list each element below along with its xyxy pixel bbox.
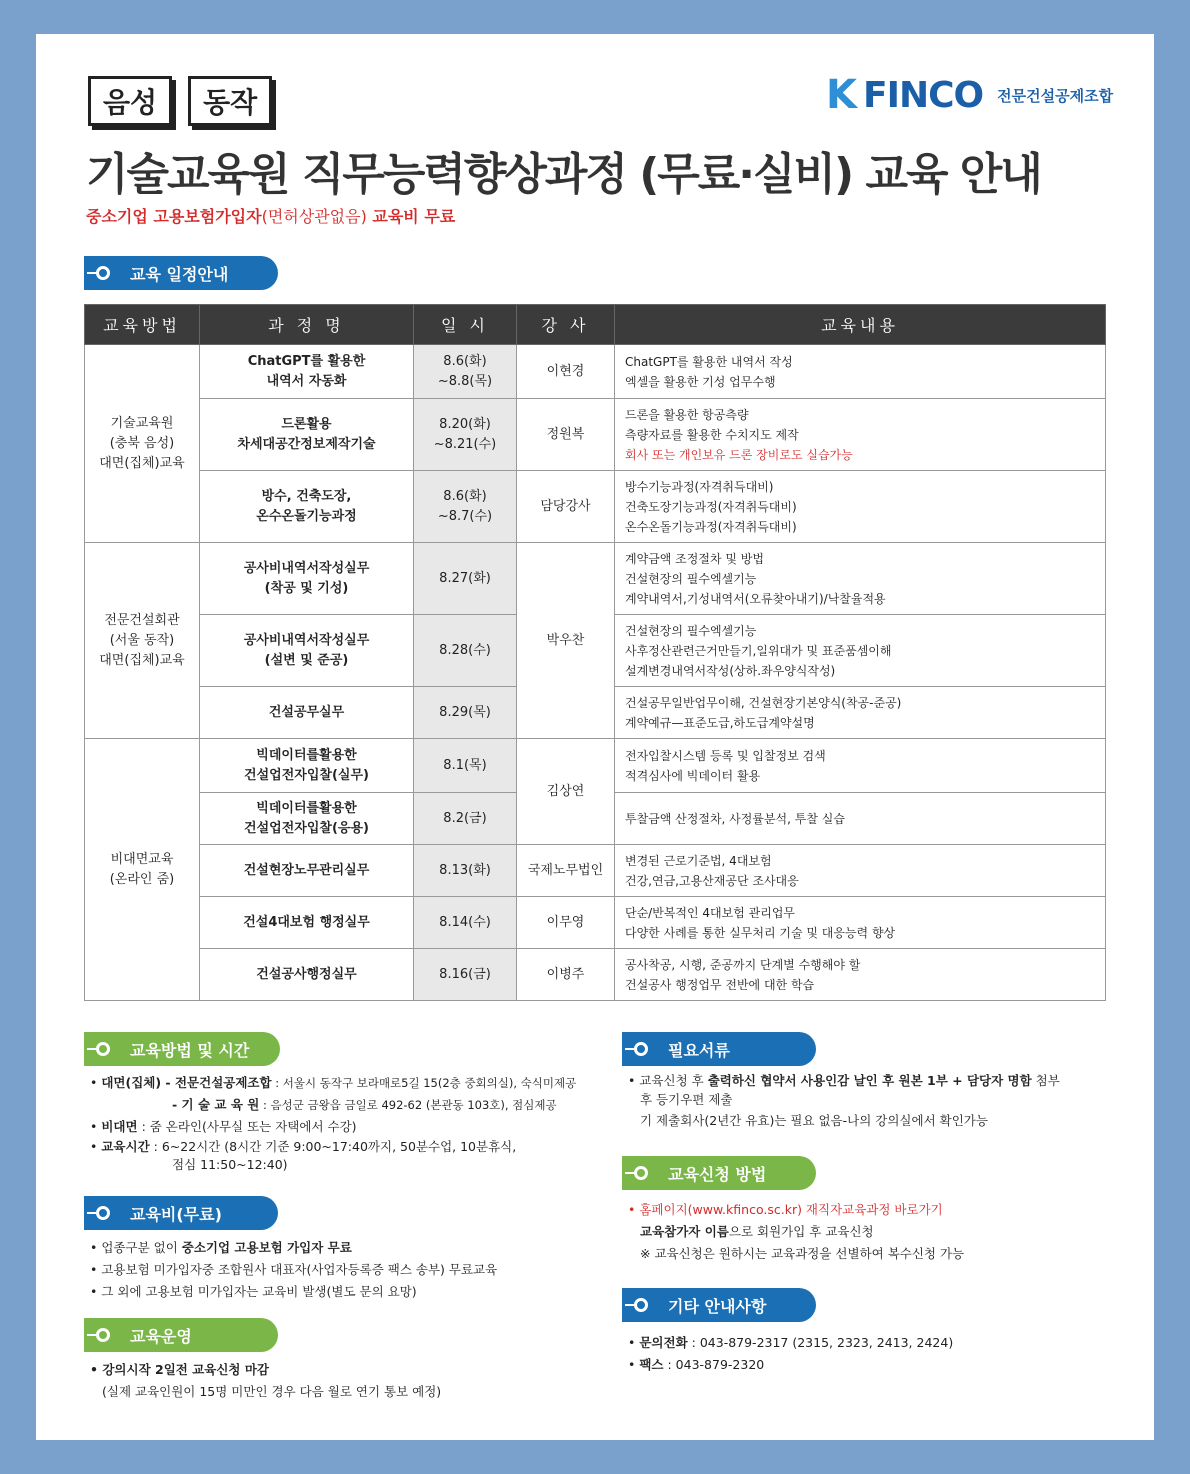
schedule-label: 교육 일정안내 bbox=[130, 264, 229, 284]
pill-icon bbox=[96, 1042, 110, 1056]
method-cell: 전문건설회관 (서울 동작) 대면(집체)교육 bbox=[85, 543, 200, 739]
apply-section: • 홈페이지(www.kfinco.sc.kr) 재직자교육과정 바로가기 교육참가자 이름으로 회원가입 후 교육신청 ※ 교육신청은 원하시는 교육과정을 선별하여 복수신청 가능 bbox=[628, 1199, 1118, 1265]
table-row: 드론활용 차세대공간정보제작기술 8.20(화) ~8.21(수) 정원복 드론을 활용한 항공측량 측량자료를 활용한 수치지도 제작 회사 또는 개인보유 드론 장비로도 실습가능 bbox=[85, 399, 1106, 471]
header-course: 과 정 명 bbox=[200, 305, 414, 345]
pill-icon bbox=[634, 1298, 648, 1312]
other-section: • 문의전화 : 043-879-2317 (2315, 2323, 2413, 2424) • 팩스 : 043-879-2320 bbox=[628, 1332, 1118, 1376]
header-date: 일 시 bbox=[414, 305, 517, 345]
method-time-pill: 교육방법 및 시간 bbox=[84, 1032, 280, 1066]
flyer-sheet bbox=[36, 34, 1154, 1440]
table-row: 빅데이터를활용한 건설업전자입찰(응용) 8.2(금) 투찰금액 산정절차, 사정률분석, 투찰 실습 bbox=[85, 793, 1106, 845]
pill-icon bbox=[634, 1166, 648, 1180]
table-row: 건설공사행정실무 8.16(금) 이병주 공사착공, 시행, 준공까지 단계별 수행해야 할 건설공사 행정업무 전반에 대한 학습 bbox=[85, 949, 1106, 1001]
operation-pill: 교육운영 bbox=[84, 1318, 278, 1352]
method-cell: 비대면교육 (온라인 줌) bbox=[85, 739, 200, 1001]
table-row: 방수, 건축도장, 온수온돌기능과정 8.6(화) ~8.7(수) 담당강사 방수기능과정(자격취득대비) 건축도장기능과정(자격취득대비) 온수온돌기능과정(자격취득대비) bbox=[85, 471, 1106, 543]
header-method: 교육방법 bbox=[85, 305, 200, 345]
docs-pill: 필요서류 bbox=[622, 1032, 816, 1066]
operation-section: • 강의시작 2일전 교육신청 마감 (실제 교육인원이 15명 미만인 경우 다음 월로 연기 통보 예정) bbox=[90, 1359, 610, 1403]
table-row: 건설현장노무관리실무 8.13(화) 국제노무법인 변경된 근로기준법, 4대보험 건강,연금,고용산재공단 조사대응 bbox=[85, 845, 1106, 897]
pill-icon bbox=[634, 1042, 648, 1056]
table-row: 건설공무실무 8.29(목) 건설공무일반업무이해, 건설현장기본양식(착공-준공) 계약예규—표준도급,하도급계약설명 bbox=[85, 687, 1106, 739]
pill-icon bbox=[96, 266, 110, 280]
docs-section: • 교육신청 후 출력하신 협약서 사용인감 날인 후 원본 1부 + 담당자 명함 첨부 후 등기우편 제출 기 제출회사(2년간 유효)는 필요 없음-나의 강의실에서 확인가능 bbox=[628, 1072, 1118, 1132]
schedule-table bbox=[84, 304, 1106, 1001]
logo-mark: K bbox=[826, 72, 855, 118]
table-header-row bbox=[85, 305, 1106, 345]
table-row: 공사비내역서작성실무 (설변 및 준공) 8.28(수) 건설현장의 필수엑셀기능 사후정산관련근거만들기,일위대가 및 표준품셈이해 설계변경내역서작성(상하.좌우양식작성) bbox=[85, 615, 1106, 687]
tag-eumseong: 음성 bbox=[88, 76, 172, 126]
apply-pill: 교육신청 방법 bbox=[622, 1156, 816, 1190]
table-row: 건설4대보험 행정실무 8.14(수) 이무영 단순/반복적인 4대보험 관리업무 다양한 사례를 통한 실무처리 기술 및 대응능력 향상 bbox=[85, 897, 1106, 949]
tag-dongjak: 동작 bbox=[188, 76, 272, 126]
header-teacher: 강 사 bbox=[517, 305, 615, 345]
table-row: 전문건설회관 (서울 동작) 대면(집체)교육 공사비내역서작성실무 (착공 및 기성) 8.27(화) 박우찬 계약금액 조정절차 및 방법 건설현장의 필수엑셀기능 계약내역서,기성내역서(오류찾아내기)/낙찰율적용 bbox=[85, 543, 1106, 615]
location-tags bbox=[88, 76, 272, 126]
homepage-link[interactable]: • 홈페이지(www.kfinco.sc.kr) 재직자교육과정 바로가기 bbox=[628, 1199, 1118, 1221]
pill-icon bbox=[96, 1206, 110, 1220]
pill-icon bbox=[96, 1328, 110, 1342]
page-title: 기술교육원 직무능력향상과정 (무료·실비) 교육 안내 bbox=[86, 149, 1041, 200]
header-content: 교육내용 bbox=[615, 305, 1106, 345]
method-cell: 기술교육원 (충북 음성) 대면(집체)교육 bbox=[85, 345, 200, 543]
kfinco-logo bbox=[826, 72, 1113, 118]
other-pill: 기타 안내사항 bbox=[622, 1288, 816, 1322]
logo-name: FINCO bbox=[863, 74, 984, 116]
fee-pill: 교육비(무료) bbox=[84, 1196, 278, 1230]
fee-section: • 업종구분 없이 중소기업 고용보험 가입자 무료 • 고용보험 미가입자중 조합원사 대표자(사업자등록증 팩스 송부) 무료교육 • 그 외에 고용보험 미가입자는 교육비 발생(별도 문의 요망) bbox=[90, 1237, 610, 1303]
schedule-section-pill bbox=[84, 256, 278, 290]
method-time-section: • 대면(집체) - 전문건설공제조합 : 서울시 동작구 보라매로5길 15(2층 중회의실), 숙식미제공 - 기 술 교 육 원 : 음성군 금왕읍 금일로 492-62 (본관동 103호), 점심제공 • 비대면 : 줌 온라인(사무실 또는 자택에서 수강) • 교육시간 : 6~22시간 (8시간 기준 9:00~17:40까지, 50분수업, 10분휴식, 점심 11:50~12:40) bbox=[90, 1072, 610, 1174]
table-row: 비대면교육 (온라인 줌) 빅데이터를활용한 건설업전자입찰(실무) 8.1(목) 김상연 전자입찰시스템 등록 및 입찰정보 검색 적격심사에 빅데이터 활용 bbox=[85, 739, 1106, 793]
logo-subtitle: 전문건설공제조합 bbox=[997, 86, 1114, 105]
page-subtitle: 중소기업 고용보험가입자(면허상관없음) 교육비 무료 bbox=[86, 207, 456, 226]
table-row: 기술교육원 (충북 음성) 대면(집체)교육 ChatGPT를 활용한 내역서 자동화 8.6(화) ~8.8(목) 이현경 ChatGPT를 활용한 내역서 작성 엑셀을 활용한 기성 업무수행 bbox=[85, 345, 1106, 399]
